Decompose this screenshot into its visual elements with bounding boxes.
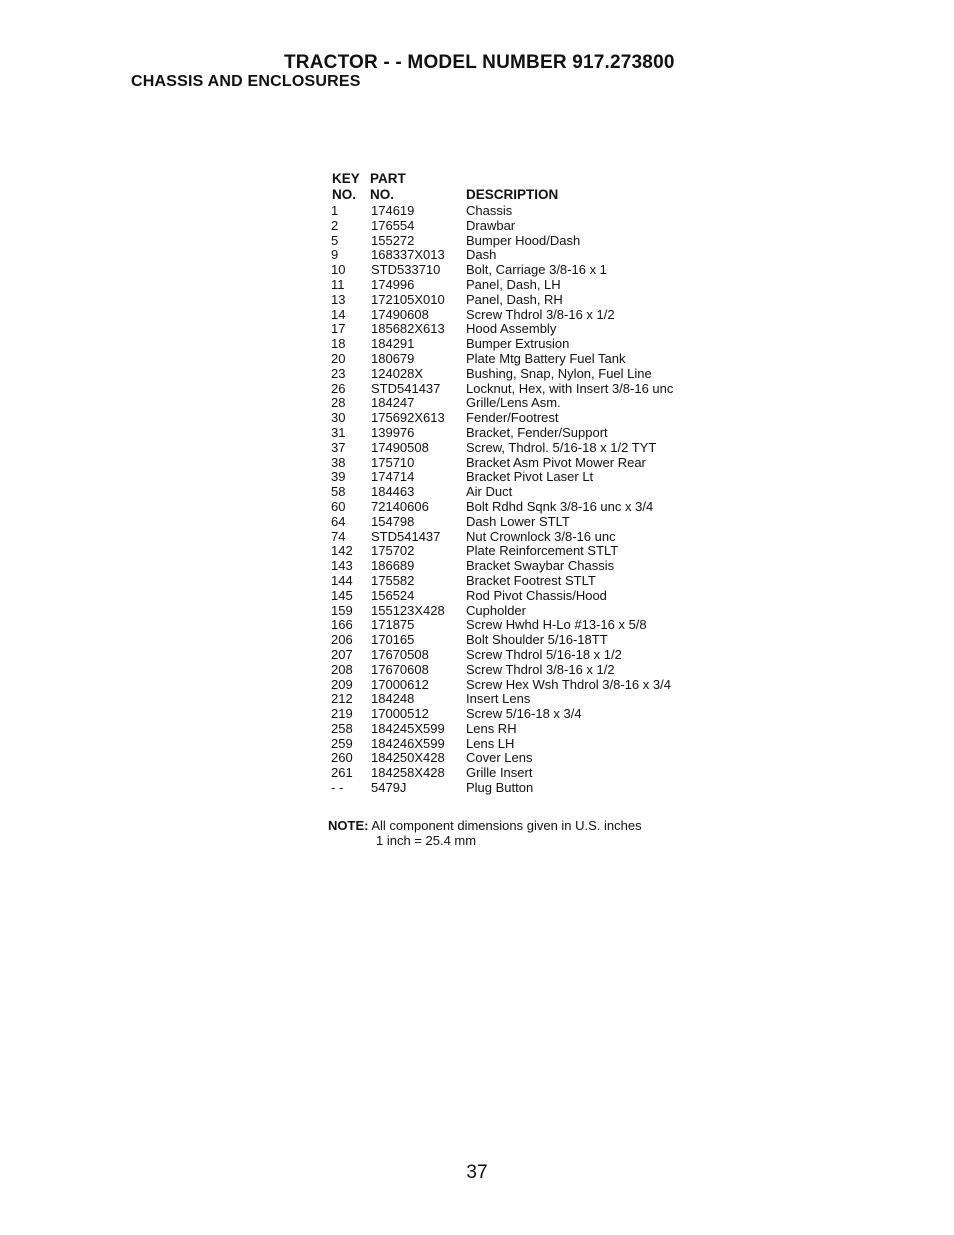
part-number-cell: 184250X428 (371, 750, 445, 766)
key-cell: 2 (331, 217, 339, 233)
part-number-cell: STD541437 (371, 528, 441, 544)
key-cell: 60 (331, 498, 346, 514)
part-number-cell: 176554 (371, 217, 415, 233)
part-number-cell: 184245X599 (371, 720, 445, 736)
key-cell: 166 (331, 617, 353, 633)
description-cell: Plug Button (466, 780, 534, 796)
part-number-cell: 175582 (371, 572, 415, 588)
key-cell: 26 (331, 380, 346, 396)
description-cell: Screw Thdrol 3/8-16 x 1/2 (466, 306, 615, 322)
key-cell: 209 (331, 676, 353, 692)
part-number-cell: 172105X010 (371, 291, 445, 307)
key-cell: 219 (331, 706, 353, 722)
description-cell: Grille Insert (466, 765, 533, 781)
part-number-cell: 175710 (371, 454, 415, 470)
description-cell: Bushing, Snap, Nylon, Fuel Line (466, 365, 652, 381)
description-cell: Fender/Footrest (466, 410, 559, 426)
part-number-cell: 139976 (371, 424, 415, 440)
key-cell: 74 (331, 528, 346, 544)
key-cell: 14 (331, 306, 346, 322)
description-cell: Plate Mtg Battery Fuel Tank (466, 350, 626, 366)
page-number: 37 (466, 1162, 488, 1183)
key-cell: 207 (331, 646, 353, 662)
part-number-cell: 174619 (371, 203, 415, 218)
page-title: TRACTOR - - MODEL NUMBER 917.273800 (284, 52, 675, 73)
description-cell: Bracket Swaybar Chassis (466, 558, 615, 574)
description-cell: Lens LH (466, 735, 515, 751)
description-cell: Screw Hwhd H-Lo #13-16 x 5/8 (466, 617, 647, 633)
key-cell: 145 (331, 587, 353, 603)
part-number-cell: 17490508 (371, 439, 429, 455)
key-cell: 9 (331, 247, 339, 263)
part-header-line2: NO. (370, 187, 395, 202)
description-cell: Bracket, Fender/Support (466, 424, 608, 440)
key-cell: 260 (331, 750, 353, 766)
part-number-cell: 184248 (371, 691, 415, 707)
description-cell: Screw Thdrol 3/8-16 x 1/2 (466, 661, 615, 677)
description-cell: Bracket Asm Pivot Mower Rear (466, 454, 646, 470)
part-number-cell: 175702 (371, 543, 415, 559)
description-cell: Panel, Dash, RH (466, 291, 563, 307)
description-cell: Locknut, Hex, with Insert 3/8-16 unc (466, 380, 674, 396)
key-cell: 143 (331, 558, 353, 574)
key-cell: 28 (331, 395, 346, 411)
section-title: CHASSIS AND ENCLOSURES (131, 73, 361, 90)
part-number-cell: 156524 (371, 587, 415, 603)
description-cell: Screw, Thdrol. 5/16-18 x 1/2 TYT (466, 439, 657, 455)
part-number-cell: 17490608 (371, 306, 429, 322)
key-cell: 11 (331, 276, 345, 292)
description-cell: Lens RH (466, 720, 517, 736)
part-number-cell: 17670508 (371, 646, 429, 662)
part-number-cell: 168337X013 (371, 247, 445, 263)
key-cell: 1 (331, 203, 339, 218)
part-number-cell: 72140606 (371, 498, 429, 514)
description-cell: Panel, Dash, LH (466, 276, 561, 292)
description-cell: Bumper Hood/Dash (466, 232, 581, 248)
key-cell: 261 (331, 765, 353, 781)
part-number-cell: 170165 (371, 632, 415, 648)
part-number-cell: 17000512 (371, 706, 429, 722)
part-number-cell: 154798 (371, 513, 415, 529)
key-cell: 38 (331, 454, 346, 470)
part-number-cell: 184246X599 (371, 735, 445, 751)
part-number-cell: 184291 (371, 336, 415, 352)
key-cell: 142 (331, 543, 353, 559)
key-cell: 258 (331, 720, 353, 736)
note (328, 818, 642, 848)
part-number-cell: 5479J (371, 780, 407, 796)
description-cell: Bracket Pivot Laser Lt (466, 469, 594, 485)
key-cell: 212 (331, 691, 353, 707)
key-cell: 144 (331, 572, 353, 588)
description-cell: Bolt Rdhd Sqnk 3/8-16 unc x 3/4 (466, 498, 654, 514)
part-header-line1: PART (370, 171, 406, 186)
part-number-cell: 174714 (371, 469, 415, 485)
description-cell: Insert Lens (466, 691, 531, 707)
part-number-cell: 180679 (371, 350, 415, 366)
part-number-cell: 185682X613 (371, 321, 445, 337)
key-cell: 64 (331, 513, 346, 529)
part-number-cell: 155272 (371, 232, 415, 248)
description-cell: Rod Pivot Chassis/Hood (466, 587, 607, 603)
note-label: NOTE: (328, 818, 369, 833)
key-cell: 206 (331, 632, 353, 648)
key-cell: 208 (331, 661, 353, 677)
description-cell: Cover Lens (466, 750, 533, 766)
key-cell: 17 (331, 321, 346, 337)
part-number-cell: 171875 (371, 617, 415, 633)
part-number-cell: STD541437 (371, 380, 441, 396)
description-cell: Screw 5/16-18 x 3/4 (466, 706, 582, 722)
key-cell: 30 (331, 410, 346, 426)
key-cell: 13 (331, 291, 346, 307)
description-header: DESCRIPTION (466, 187, 559, 202)
description-cell: Bumper Extrusion (466, 336, 570, 352)
part-number-cell: 175692X613 (371, 410, 445, 426)
description-cell: Grille/Lens Asm. (466, 395, 561, 411)
key-cell: 159 (331, 602, 353, 618)
key-cell: 259 (331, 735, 353, 751)
key-header-line1: KEY (332, 171, 360, 186)
description-cell: Cupholder (466, 602, 526, 618)
description-cell: Air Duct (466, 484, 513, 500)
key-cell: 39 (331, 469, 346, 485)
description-cell: Chassis (466, 203, 513, 218)
key-cell: 31 (331, 424, 346, 440)
description-cell: Screw Hex Wsh Thdrol 3/8-16 x 3/4 (466, 676, 671, 692)
description-cell: Nut Crownlock 3/8-16 unc (466, 528, 616, 544)
description-cell: Screw Thdrol 5/16-18 x 1/2 (466, 646, 622, 662)
part-number-cell: 17670608 (371, 661, 429, 677)
part-number-cell: 186689 (371, 558, 415, 574)
note-line1: All component dimensions given in U.S. inches (371, 818, 642, 833)
description-cell: Dash Lower STLT (466, 513, 570, 529)
key-cell: 18 (331, 336, 346, 352)
description-cell: Bolt, Carriage 3/8-16 x 1 (466, 262, 607, 278)
part-number-cell: 17000612 (371, 676, 429, 692)
description-cell: Dash (466, 247, 497, 263)
description-cell: Hood Assembly (466, 321, 557, 337)
part-number-cell: 124028X (371, 365, 424, 381)
description-cell: Drawbar (466, 217, 516, 233)
note-line2: 1 inch = 25.4 mm (376, 833, 477, 848)
description-cell: Bracket Footrest STLT (466, 572, 596, 588)
part-number-cell: 184463 (371, 484, 415, 500)
part-number-cell: 155123X428 (371, 602, 445, 618)
key-cell: 58 (331, 484, 346, 500)
description-cell: Plate Reinforcement STLT (466, 543, 619, 559)
part-number-cell: 184247 (371, 395, 415, 411)
part-number-cell: STD533710 (371, 262, 441, 278)
key-cell: 5 (331, 232, 339, 248)
key-header-line2: NO. (332, 187, 357, 202)
key-cell: 37 (331, 439, 346, 455)
description-cell: Bolt Shoulder 5/16-18TT (466, 632, 608, 648)
key-cell: 10 (331, 262, 346, 278)
key-cell: 20 (331, 350, 346, 366)
key-cell: 23 (331, 365, 346, 381)
part-number-cell: 174996 (371, 276, 415, 292)
part-number-cell: 184258X428 (371, 765, 445, 781)
key-cell: - - (331, 780, 344, 796)
